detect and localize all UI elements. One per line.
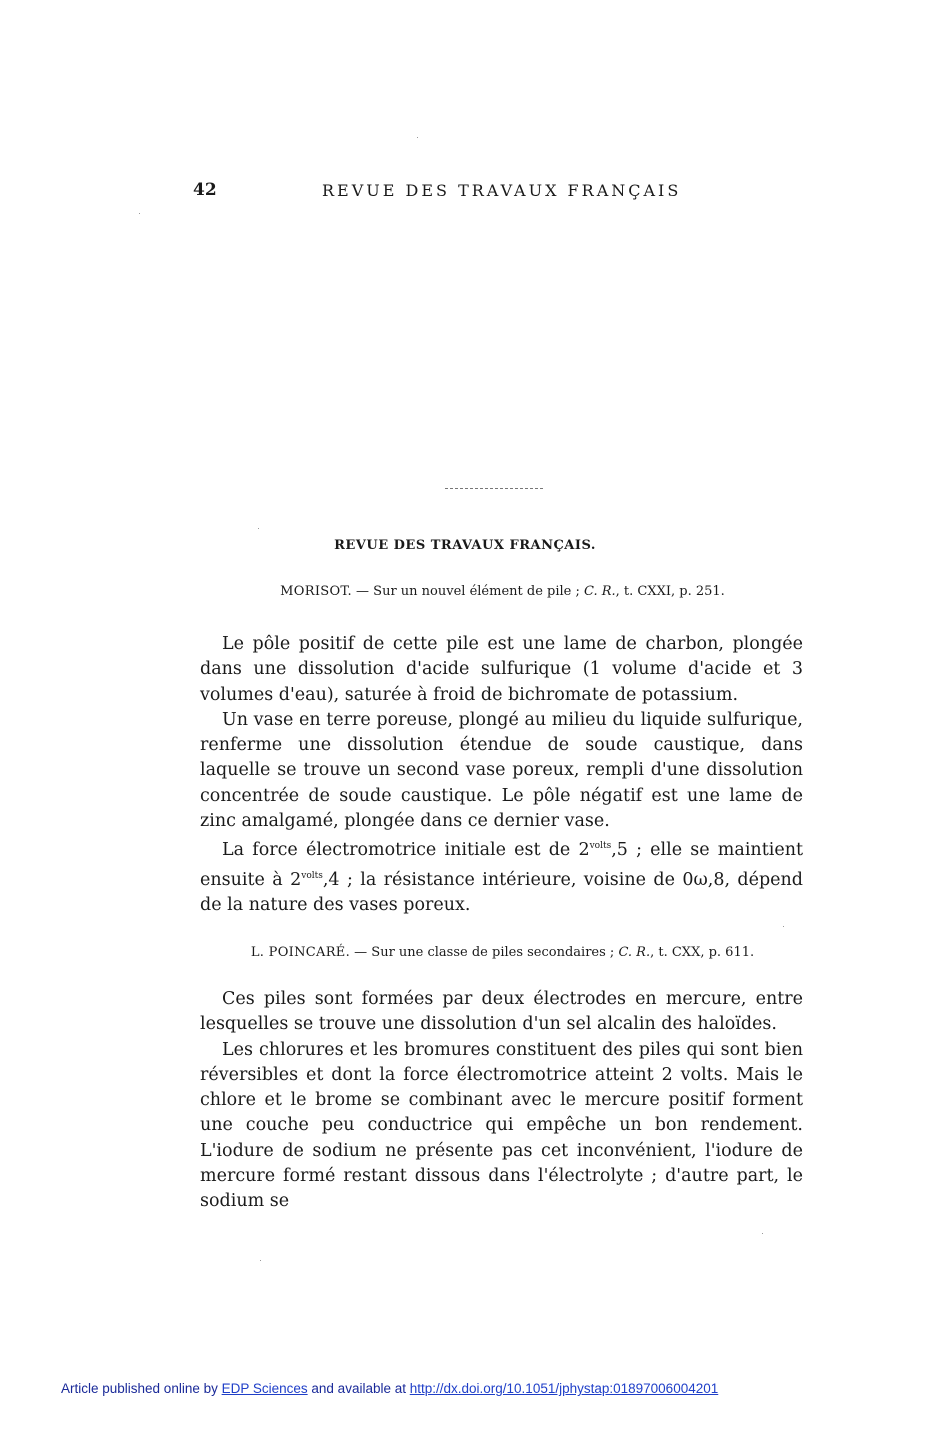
article-author: L. POINCARÉ. bbox=[250, 945, 351, 960]
article-reference bbox=[200, 584, 805, 599]
running-head: REVUE DES TRAVAUX FRANÇAIS bbox=[322, 181, 682, 200]
section-separator bbox=[445, 488, 543, 489]
footer-text: and available at bbox=[307, 1381, 410, 1396]
doi-link[interactable]: http://dx.doi.org/10.1051/jphystap:01897006004201 bbox=[409, 1381, 719, 1396]
paragraph: Ces piles sont formées par deux électrodes en mercure, entre lesquelles se trouve une dissolution d'un sel alcalin des haloïdes. bbox=[200, 989, 803, 1035]
footer-text: Article published online by bbox=[61, 1381, 222, 1396]
paragraph-text: ,4 ; la résistance intérieure, voisine de 0ω,8, dépend de la nature des vases poreux. bbox=[200, 869, 804, 915]
article-volume: , t. CXXI, p. 251. bbox=[615, 584, 725, 599]
paragraph bbox=[200, 834, 803, 918]
article-reference bbox=[200, 945, 805, 960]
paragraph: Le pôle positif de cette pile est une lame de charbon, plongée dans une dissolution d'acide sulfurique (1 volume d'acide et 3 volumes d'eau), saturée à froid de bichromate de potassium. bbox=[200, 634, 803, 705]
article-title: — Sur un nouvel élément de pile ; bbox=[351, 584, 584, 599]
footer-notice bbox=[61, 1381, 718, 1396]
scan-speck bbox=[762, 1233, 763, 1234]
paragraph: Un vase en terre poreuse, plongé au milieu du liquide sulfurique, renferme une dissolution étendue de soude caustique, dans laquelle se trouve un second vase poreux, rempli d'une dissolution concentrée de soude caustique. Le pôle négatif est une lame de zinc amalgamé, plongée dans ce dernier vase. bbox=[200, 709, 803, 832]
scan-speck bbox=[139, 213, 140, 214]
article-body bbox=[200, 632, 803, 918]
scan-speck bbox=[258, 528, 259, 529]
scan-speck bbox=[783, 926, 784, 927]
publisher-link[interactable]: EDP Sciences bbox=[221, 1381, 308, 1396]
paragraph-text: La force électromotrice initiale est de 2 bbox=[222, 840, 590, 861]
article-journal: C. R. bbox=[584, 584, 616, 599]
scan-speck bbox=[417, 137, 418, 138]
article-author: MORISOT. bbox=[280, 584, 352, 599]
article-title: — Sur une classe de piles secondaires ; bbox=[350, 945, 619, 960]
article-volume: , t. CXX, p. 611. bbox=[650, 945, 755, 960]
article-journal: C. R. bbox=[618, 945, 651, 960]
article-body bbox=[200, 987, 803, 1215]
unit-superscript: volts bbox=[589, 841, 612, 852]
unit-superscript: volts bbox=[301, 870, 323, 881]
section-title: REVUE DES TRAVAUX FRANÇAIS. bbox=[334, 538, 596, 553]
paragraph-text: ,5 ; elle se maintient ensuite à 2 bbox=[200, 840, 803, 890]
scan-speck bbox=[260, 1260, 261, 1261]
paragraph: Les chlorures et les bromures constituent des piles qui sont bien réversibles et dont la force électromotrice atteint 2 volts. Mais le chlore et le brome se combinant avec le mercure positif forment une couche peu conductrice qui empêche un bon rendement. L'iodure de sodium ne présente pas cet inconvénient, l'iodure de mercure formé restant dissous dans l'électrolyte ; d'autre part, le sodium se bbox=[200, 1039, 803, 1212]
page-number: 42 bbox=[193, 180, 217, 200]
